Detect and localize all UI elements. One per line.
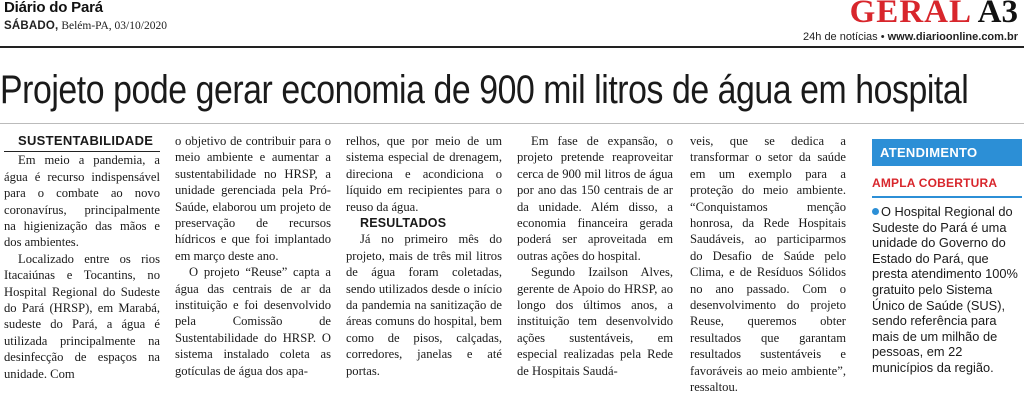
tagline: [803, 31, 1018, 43]
headline-rule: [0, 123, 1024, 124]
bullet-icon: [872, 208, 879, 215]
paragraph: Localizado entre os rios Itacaiúnas e Tocantins, no Hospital Regional do Sudeste do Pará (HRSP), em Marabá, sudeste do Pará, a água é utilizada principalmente na desinfecção de espaços na unidade. Com: [4, 251, 160, 381]
masthead: [0, 0, 1024, 48]
paragraph: relhos, que por meio de um sistema especial de drenagem, direciona e acondiciona o líquido em recipientes para o reuso da água.: [346, 134, 502, 214]
subhead-resultados: RESULTADOS: [360, 216, 447, 231]
tagline-text: 24h de notícias •: [803, 31, 888, 43]
paragraph: Em fase de expansão, o projeto pretende reaproveitar cerca de 900 mil litros de água por ano das 150 centrais de ar da unidade. Além disso, a economia financeira gerada poderá ser aproveitada em outras ações do hospital.: [517, 134, 673, 263]
article-column-4: [517, 133, 673, 379]
paragraph: veis, que se dedica a transformar o setor da saúde em um exemplo para a proteção do meio ambiente. “Conquistamos menção honrosa, da Rede Hospitais Saudáveis, ao participarmos do Desafio de Saúde pelo Clima, e de Resíduos Sólidos no ano passado. Com o desenvolvimento do projeto Reuse, queremos obter resultados que garantam resultados sustentáveis e favoráveis ao meio ambiente”, ressaltou.: [690, 134, 846, 395]
article-kicker: SUSTENTABILIDADE: [4, 133, 160, 152]
sidebar-text-block: [872, 204, 1022, 376]
sidebar-box: [872, 139, 1022, 400]
article-column-3: [346, 133, 502, 379]
paragraph: O projeto “Reuse” capta a água das centrais de ar da instituição e foi desenvolvido pela Comissão de Sustentabilidade do HRSP. O sistema instalado coleta as gotículas de água dos apa-: [175, 265, 331, 378]
dateline: [4, 20, 167, 32]
dateline-place-date: Belém-PA, 03/10/2020: [58, 20, 167, 32]
sidebar-rule: [872, 196, 1022, 198]
article-column-5: [690, 133, 846, 396]
website-url: www.diarioonline.com.br: [887, 31, 1018, 43]
article-column-1: [4, 133, 160, 382]
paragraph: Segundo Izailson Alves, gerente de Apoio do HRSP, ao longo dos últimos anos, a instituição tem desenvolvido ações sustentáveis, em especial realizadas pela Rede de Hospitais Saudá-: [517, 265, 673, 378]
sidebar-subheading: AMPLA COBERTURA: [872, 176, 998, 190]
page-number: A3: [977, 0, 1018, 30]
paragraph: Já no primeiro mês do projeto, mais de três mil litros de água foram coletadas, sendo utilizados desde o início da pandemia na sanitização de áreas comuns do hospital, bem como de pisos, calçadas, corredores, janelas e até portas.: [346, 232, 502, 378]
section-title: GERAL: [849, 0, 972, 30]
dateline-day: SÁBADO,: [4, 20, 59, 32]
article-column-2: [175, 133, 331, 379]
paragraph: o objetivo de contribuir para o meio ambiente e aumentar a sustentabilidade no HRSP, a unidade gerenciada pela Pró-Saúde, elaborou um projeto de preservação de recursos hídricos e que foi implantado em março deste ano.: [175, 134, 331, 263]
paper-name: Diário do Pará: [4, 0, 103, 16]
paragraph: Em meio a pandemia, a água é recurso indispensável para o combate ao novo coronavírus, principalmente na higienização das mãos e dos ambientes.: [4, 153, 160, 250]
sidebar-text: O Hospital Regional do Sudeste do Pará é uma unidade do Governo do Estado do Pará, que presta atendimento 100% gratuito pelo Sistema Único de Saúde (SUS), sendo referência para mais de um milhão de pessoas, em 22 municípios da região.: [872, 204, 1018, 375]
masthead-rule: [0, 46, 1024, 48]
headline: Projeto pode gerar economia de 900 mil litros de água em hospital: [0, 68, 969, 112]
sidebar-heading: ATENDIMENTO: [872, 139, 1022, 166]
